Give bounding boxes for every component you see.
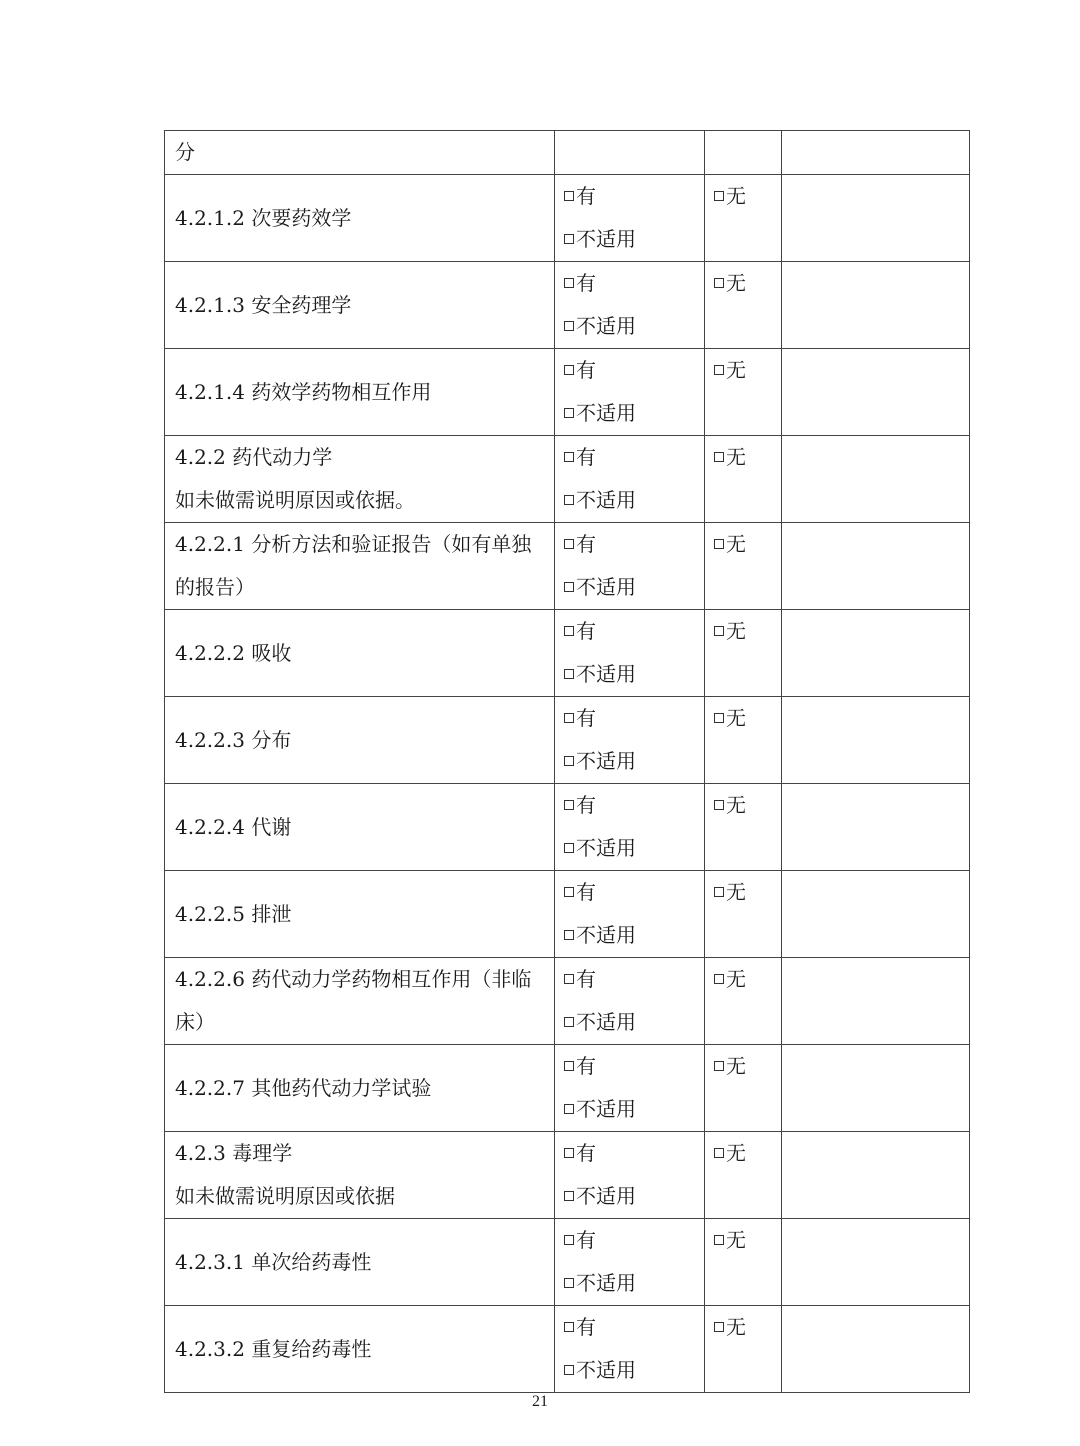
item-label-cell [165,523,555,610]
no-cell [705,436,782,523]
yes-label: 有 [576,967,596,991]
na-option[interactable] [564,740,704,783]
remark-cell[interactable] [782,610,970,697]
na-label: 不适用 [576,1358,636,1382]
item-label-cell [165,784,555,871]
na-option[interactable] [564,566,704,609]
item-label-line: 4.2.2.2 吸收 [175,640,292,665]
item-label-line: 的报告） [175,575,255,599]
na-label: 不适用 [576,749,636,773]
item-label-line: 4.2.2.3 分布 [175,727,292,752]
na-option[interactable] [564,479,704,522]
yes-checkbox[interactable] [564,365,574,375]
yes-label: 有 [576,445,596,469]
yes-checkbox[interactable] [564,191,574,201]
na-checkbox[interactable] [564,495,574,505]
item-label-cell [165,1132,555,1219]
item-label-line: 4.2.2.1 分析方法和验证报告（如有单独 [175,532,532,556]
empty-cell [555,131,705,175]
na-option[interactable] [564,305,704,348]
yes-na-cell [555,1045,705,1132]
item-label-line: 4.2.2.7 其他药代动力学试验 [175,1075,432,1100]
no-checkbox[interactable] [714,1235,724,1245]
yes-checkbox[interactable] [564,1061,574,1071]
na-label: 不适用 [576,1184,636,1208]
yes-checkbox[interactable] [564,1322,574,1332]
na-label: 不适用 [576,1010,636,1034]
no-cell [705,697,782,784]
item-label-cell [165,697,555,784]
no-label: 无 [726,184,746,208]
no-checkbox[interactable] [714,1322,724,1332]
yes-na-cell [555,1219,705,1306]
na-label: 不适用 [576,227,636,251]
na-option[interactable] [564,827,704,870]
yes-option[interactable] [564,349,704,392]
no-label: 无 [726,1228,746,1252]
na-checkbox[interactable] [564,1104,574,1114]
yes-option[interactable] [564,1045,704,1088]
yes-option[interactable] [564,436,704,479]
yes-option[interactable] [564,697,704,740]
item-label-cell [165,262,555,349]
checklist-row [165,1045,970,1132]
no-cell [705,1306,782,1393]
item-label-line: 4.2.1.3 安全药理学 [175,292,352,317]
remark-cell[interactable] [782,349,970,436]
no-cell [705,871,782,958]
item-label-line: 4.2.3 毒理学 [175,1141,293,1165]
no-option[interactable] [714,880,746,904]
no-label: 无 [726,1054,746,1078]
yes-option[interactable] [564,871,704,914]
na-checkbox[interactable] [564,321,574,331]
yes-checkbox[interactable] [564,887,574,897]
no-option[interactable] [714,532,746,556]
no-checkbox[interactable] [714,278,724,288]
no-option[interactable] [714,445,746,469]
na-option[interactable] [564,392,704,435]
checklist-row [165,523,970,610]
checklist-row [165,262,970,349]
remark-cell[interactable] [782,1045,970,1132]
empty-cell [782,131,970,175]
yes-label: 有 [576,271,596,295]
na-option[interactable] [564,218,704,261]
no-option[interactable] [714,184,746,208]
yes-label: 有 [576,1228,596,1252]
na-option[interactable] [564,1262,704,1305]
item-label-cell [165,958,555,1045]
yes-na-cell [555,871,705,958]
yes-option[interactable] [564,262,704,305]
no-checkbox[interactable] [714,452,724,462]
na-label: 不适用 [576,1271,636,1295]
item-label-line: 4.2.3.1 单次给药毒性 [175,1249,372,1274]
na-checkbox[interactable] [564,1017,574,1027]
item-label-cell [165,349,555,436]
no-cell [705,349,782,436]
no-cell [705,1045,782,1132]
yes-option[interactable] [564,1306,704,1349]
no-label: 无 [726,271,746,295]
yes-na-cell [555,697,705,784]
no-checkbox[interactable] [714,887,724,897]
yes-label: 有 [576,793,596,817]
na-label: 不适用 [576,488,636,512]
na-label: 不适用 [576,836,636,860]
empty-cell [705,131,782,175]
na-checkbox[interactable] [564,1365,574,1375]
na-checkbox[interactable] [564,1278,574,1288]
no-option[interactable] [714,1141,746,1165]
yes-option[interactable] [564,958,704,1001]
remark-cell[interactable] [782,523,970,610]
yes-label: 有 [576,1315,596,1339]
yes-checkbox[interactable] [564,452,574,462]
yes-na-cell [555,262,705,349]
no-label: 无 [726,532,746,556]
checklist-row [165,1306,970,1393]
checklist-body [165,131,970,1393]
no-label: 无 [726,967,746,991]
yes-label: 有 [576,1141,596,1165]
na-option[interactable] [564,1349,704,1392]
yes-checkbox[interactable] [564,713,574,723]
no-label: 无 [726,793,746,817]
item-label-line: 如未做需说明原因或依据 [175,1184,395,1208]
yes-checkbox[interactable] [564,1235,574,1245]
checklist-row [165,349,970,436]
item-label-cell [165,436,555,523]
no-checkbox[interactable] [714,1061,724,1071]
na-option[interactable] [564,1175,704,1218]
yes-na-cell [555,784,705,871]
yes-checkbox[interactable] [564,626,574,636]
item-label-line: 4.2.2 药代动力学 [175,445,333,469]
yes-label: 有 [576,1054,596,1078]
na-checkbox[interactable] [564,843,574,853]
remark-cell[interactable] [782,958,970,1045]
yes-option[interactable] [564,610,704,653]
yes-label: 有 [576,619,596,643]
yes-na-cell [555,958,705,1045]
no-checkbox[interactable] [714,365,724,375]
na-checkbox[interactable] [564,930,574,940]
no-label: 无 [726,619,746,643]
no-label: 无 [726,706,746,730]
no-label: 无 [726,445,746,469]
checklist-row [165,436,970,523]
no-cell [705,175,782,262]
yes-label: 有 [576,358,596,382]
item-label-cell [165,1219,555,1306]
yes-na-cell [555,349,705,436]
item-label-cell [165,610,555,697]
na-label: 不适用 [576,662,636,686]
no-option[interactable] [714,967,746,991]
item-label-line: 4.2.2.4 代谢 [175,814,292,839]
checklist-row [165,871,970,958]
na-label: 不适用 [576,923,636,947]
no-option[interactable] [714,793,746,817]
no-option[interactable] [714,1228,746,1252]
remark-cell[interactable] [782,784,970,871]
no-cell [705,262,782,349]
no-cell [705,1219,782,1306]
yes-label: 有 [576,880,596,904]
no-checkbox[interactable] [714,1148,724,1158]
remark-cell[interactable] [782,1132,970,1219]
yes-na-cell [555,1132,705,1219]
no-checkbox[interactable] [714,191,724,201]
page-number: 21 [532,1393,548,1410]
no-cell [705,1132,782,1219]
na-label: 不适用 [576,314,636,338]
no-cell [705,784,782,871]
yes-checkbox[interactable] [564,800,574,810]
item-label-cell [165,871,555,958]
no-option[interactable] [714,1315,746,1339]
item-label-line: 床） [175,1010,215,1034]
no-checkbox[interactable] [714,800,724,810]
no-cell [705,523,782,610]
no-option[interactable] [714,619,746,643]
checklist-row [165,1219,970,1306]
no-checkbox[interactable] [714,713,724,723]
yes-na-cell [555,1306,705,1393]
no-label: 无 [726,1141,746,1165]
remark-cell[interactable] [782,436,970,523]
item-label-cell [165,175,555,262]
yes-checkbox[interactable] [564,278,574,288]
remark-cell[interactable] [782,262,970,349]
yes-na-cell [555,436,705,523]
no-label: 无 [726,358,746,382]
yes-checkbox[interactable] [564,539,574,549]
na-label: 不适用 [576,575,636,599]
no-label: 无 [726,880,746,904]
checklist-table [164,130,970,1393]
no-cell [705,610,782,697]
na-checkbox[interactable] [564,408,574,418]
na-checkbox[interactable] [564,756,574,766]
yes-na-cell [555,610,705,697]
yes-option[interactable] [564,1219,704,1262]
na-option[interactable] [564,653,704,696]
na-checkbox[interactable] [564,1191,574,1201]
yes-checkbox[interactable] [564,1148,574,1158]
no-option[interactable] [714,706,746,730]
remark-cell[interactable] [782,871,970,958]
yes-option[interactable] [564,175,704,218]
no-cell [705,958,782,1045]
remark-cell[interactable] [782,1219,970,1306]
yes-na-cell [555,175,705,262]
na-option[interactable] [564,1001,704,1044]
na-checkbox[interactable] [564,582,574,592]
no-checkbox[interactable] [714,626,724,636]
item-label-line: 4.2.2.6 药代动力学药物相互作用（非临 [175,967,532,991]
checklist-row [165,958,970,1045]
na-label: 不适用 [576,1097,636,1121]
no-option[interactable] [714,1054,746,1078]
remark-cell[interactable] [782,1306,970,1393]
item-label-line: 4.2.1.4 药效学药物相互作用 [175,379,432,404]
na-option[interactable] [564,914,704,957]
checklist-row [165,610,970,697]
checklist-row [165,784,970,871]
yes-label: 有 [576,532,596,556]
continuation-row [165,131,970,175]
item-label-line: 4.2.1.2 次要药效学 [175,205,352,230]
yes-option[interactable] [564,523,704,566]
no-label: 无 [726,1315,746,1339]
yes-option[interactable] [564,1132,704,1175]
checklist-row [165,697,970,784]
item-label-line: 如未做需说明原因或依据。 [175,488,415,512]
yes-na-cell [555,523,705,610]
yes-option[interactable] [564,784,704,827]
item-label-line: 4.2.2.5 排泄 [175,901,292,926]
remark-cell[interactable] [782,697,970,784]
no-option[interactable] [714,358,746,382]
no-checkbox[interactable] [714,539,724,549]
checklist-row [165,175,970,262]
na-checkbox[interactable] [564,234,574,244]
na-label: 不适用 [576,401,636,425]
no-option[interactable] [714,271,746,295]
yes-label: 有 [576,184,596,208]
yes-label: 有 [576,706,596,730]
remark-cell[interactable] [782,175,970,262]
no-checkbox[interactable] [714,974,724,984]
checklist-row [165,1132,970,1219]
continuation-text: 分 [165,131,555,175]
yes-checkbox[interactable] [564,974,574,984]
item-label-cell [165,1045,555,1132]
item-label-cell [165,1306,555,1393]
item-label-line: 4.2.3.2 重复给药毒性 [175,1336,372,1361]
na-checkbox[interactable] [564,669,574,679]
na-option[interactable] [564,1088,704,1131]
